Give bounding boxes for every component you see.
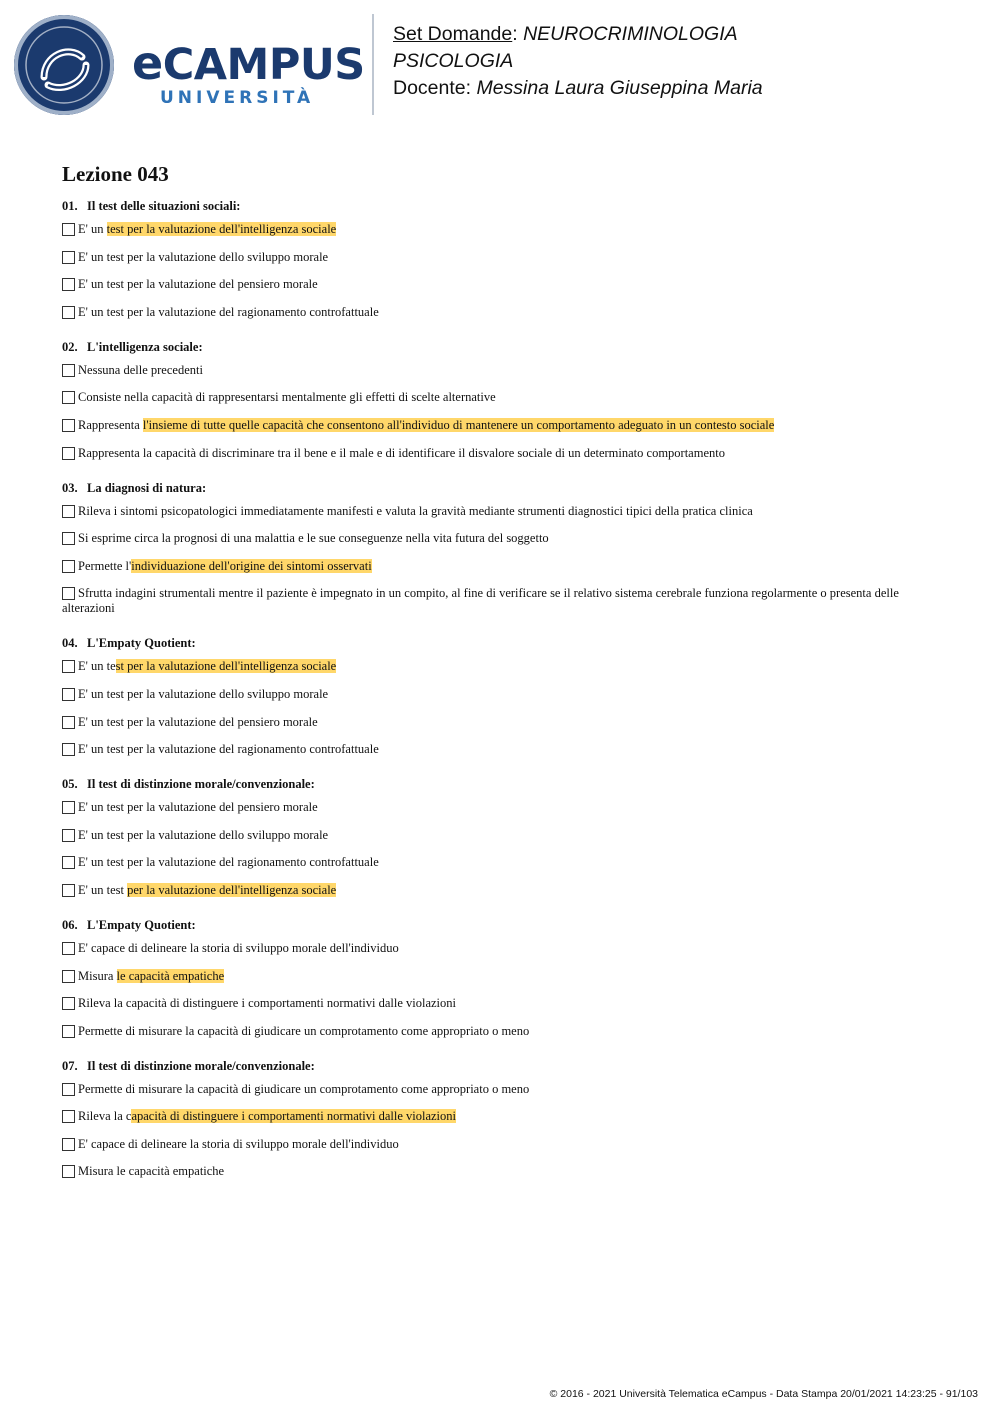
question-title xyxy=(62,1058,922,1074)
answer-text: Sfrutta indagini strumentali mentre il paziente è impegnato in un compito, al fine di verificare se il relativo sistema cerebrale funziona regolarmente o presenta delle alterazioni xyxy=(62,586,899,616)
answer-checkbox[interactable] xyxy=(62,660,75,673)
answer-checkbox[interactable] xyxy=(62,970,75,983)
page-header xyxy=(0,0,1000,130)
course-name-2: PSICOLOGIA xyxy=(393,50,514,72)
question-title xyxy=(62,198,922,214)
highlighted-answer: individuazione dell'origine dei sintomi osservati xyxy=(131,558,372,573)
answer-option xyxy=(62,586,922,616)
question xyxy=(62,480,922,617)
teacher-line xyxy=(393,75,763,102)
answer-checkbox[interactable] xyxy=(62,1165,75,1178)
answer-checkbox[interactable] xyxy=(62,1110,75,1123)
answer-checkbox[interactable] xyxy=(62,801,75,814)
answer-text: E' un test per la valutazione dello sviluppo morale xyxy=(78,686,329,701)
question-text: Il test delle situazioni sociali: xyxy=(87,199,241,213)
course-line-1 xyxy=(393,21,763,48)
ecampus-logo-wordmark xyxy=(132,36,365,90)
answer-checkbox[interactable] xyxy=(62,391,75,404)
answer-text: Rileva la capacità di distinguere i comportamenti normativi dalle violazioni xyxy=(78,996,457,1011)
question-number: 03. xyxy=(62,480,78,495)
answer-text: E' un test per la valutazione dello sviluppo morale xyxy=(78,827,329,842)
answer-checkbox[interactable] xyxy=(62,688,75,701)
answer-text: E' un test per la valutazione del pensiero morale xyxy=(78,277,318,292)
course-name-1: NEUROCRIMINOLOGIA xyxy=(523,23,738,45)
answer-text: Misura xyxy=(78,968,117,983)
answer-option xyxy=(62,828,922,843)
page-footer: © 2016 - 2021 Università Telematica eCampus - Data Stampa 20/01/2021 14:23:25 - 91/103 xyxy=(549,1388,978,1400)
answer-checkbox[interactable] xyxy=(62,942,75,955)
question-number: 06. xyxy=(62,917,78,932)
answer-text: E' un xyxy=(78,222,107,236)
answer-option xyxy=(62,504,922,519)
answer-option xyxy=(62,1082,922,1097)
header-divider xyxy=(372,14,374,115)
answer-text: E' un test per la valutazione del ragionamento controfattuale xyxy=(78,304,379,319)
highlighted-answer: apacità di distinguere i comportamenti normativi dalle violazioni xyxy=(131,1109,457,1124)
answer-checkbox[interactable] xyxy=(62,306,75,319)
questions-list xyxy=(62,198,922,1179)
answer-option xyxy=(62,446,922,461)
answer-text: E' un test per la valutazione dello sviluppo morale xyxy=(78,249,329,264)
answer-checkbox[interactable] xyxy=(62,884,75,897)
question-number: 01. xyxy=(62,199,78,213)
question xyxy=(62,1058,922,1180)
answer-text: Rappresenta la capacità di discriminare tra il bene e il male e di identificare il disvalore sociale di un determinato comportamento xyxy=(78,445,725,460)
question-number: 04. xyxy=(62,636,78,651)
question-title xyxy=(62,917,922,933)
answer-option xyxy=(62,941,922,956)
answer-option xyxy=(62,1164,922,1179)
answer-text: E' un te xyxy=(78,659,116,674)
highlighted-answer: st per la valutazione dell'intelligenza sociale xyxy=(115,659,337,674)
answer-checkbox[interactable] xyxy=(62,716,75,729)
ecampus-logo-emblem-icon xyxy=(14,15,114,115)
question-text: L'intelligenza sociale: xyxy=(87,339,203,354)
answer-text: E' un test xyxy=(78,882,128,897)
logo-e: e xyxy=(132,36,163,90)
logo-main: CAMPUS xyxy=(162,40,365,90)
answer-option xyxy=(62,305,922,320)
answer-option xyxy=(62,715,922,730)
answer-text: Permette l' xyxy=(78,558,132,573)
answer-text: Nessuna delle precedenti xyxy=(78,362,203,377)
teacher-label: Docente: xyxy=(393,77,477,99)
answer-checkbox[interactable] xyxy=(62,364,75,377)
question-title xyxy=(62,635,922,651)
answer-text: Rileva la c xyxy=(78,1109,132,1124)
question-set xyxy=(62,160,922,1198)
answer-option xyxy=(62,1109,922,1124)
answer-text: E' capace di delineare la storia di sviluppo morale dell'individuo xyxy=(78,940,399,955)
question-text: La diagnosi di natura: xyxy=(87,480,207,495)
answer-text: Consiste nella capacità di rappresentarsi mentalmente gli effetti di scelte alternative xyxy=(78,390,496,405)
course-line-2 xyxy=(393,48,763,75)
highlighted-answer: l'insieme di tutte quelle capacità che consentono all'individuo di mantenere un comportamento adeguato in un contesto sociale xyxy=(142,417,775,432)
answer-text: Si esprime circa la prognosi di una malattia e le sue conseguenze nella vita futura del soggetto xyxy=(78,531,549,546)
answer-text: E' un test per la valutazione del pensiero morale xyxy=(78,800,318,815)
answer-option xyxy=(62,996,922,1011)
set-separator: : xyxy=(512,23,524,45)
answer-option xyxy=(62,1137,922,1152)
answer-option xyxy=(62,800,922,815)
answer-checkbox[interactable] xyxy=(62,1025,75,1038)
highlighted-answer: test per la valutazione dell'intelligenza sociale xyxy=(106,222,337,236)
answer-text: Permette di misurare la capacità di giudicare un comprotamento come appropriato o meno xyxy=(78,1081,530,1096)
answer-option xyxy=(62,559,922,574)
answer-option xyxy=(62,1024,922,1039)
answer-option xyxy=(62,222,922,237)
answer-checkbox[interactable] xyxy=(62,743,75,756)
question-number: 02. xyxy=(62,339,78,354)
answer-checkbox[interactable] xyxy=(62,505,75,518)
highlighted-answer: per la valutazione dell'intelligenza sociale xyxy=(127,882,337,897)
question-text: L'Empaty Quotient: xyxy=(87,636,196,651)
answer-option xyxy=(62,883,922,898)
answer-checkbox[interactable] xyxy=(62,447,75,460)
answer-text: Permette di misurare la capacità di giudicare un comprotamento come appropriato o meno xyxy=(78,1023,530,1038)
answer-text: E' un test per la valutazione del ragionamento controfattuale xyxy=(78,855,379,870)
answer-option xyxy=(62,418,922,433)
answer-checkbox[interactable] xyxy=(62,997,75,1010)
question-title xyxy=(62,776,922,792)
answer-text: Rappresenta xyxy=(78,417,143,432)
answer-option xyxy=(62,277,922,292)
question-number: 05. xyxy=(62,777,78,792)
answer-checkbox[interactable] xyxy=(62,587,75,600)
answer-option xyxy=(62,531,922,546)
answer-text: E' capace di delineare la storia di sviluppo morale dell'individuo xyxy=(78,1136,399,1151)
course-info xyxy=(393,21,763,102)
answer-checkbox[interactable] xyxy=(62,560,75,573)
answer-text: Rileva i sintomi psicopatologici immediatamente manifesti e valuta la gravità mediante strumenti diagnostici tipici della pratica clinica xyxy=(78,503,753,518)
answer-option xyxy=(62,659,922,674)
question-title xyxy=(62,480,922,496)
answer-text: E' un test per la valutazione del ragionamento controfattuale xyxy=(78,742,379,757)
answer-checkbox[interactable] xyxy=(62,856,75,869)
answer-text: Misura le capacità empatiche xyxy=(78,1164,225,1179)
question xyxy=(62,339,922,461)
question xyxy=(62,198,922,320)
teacher-name: Messina Laura Giuseppina Maria xyxy=(476,77,763,99)
answer-checkbox[interactable] xyxy=(62,251,75,264)
question xyxy=(62,917,922,1039)
answer-checkbox[interactable] xyxy=(62,419,75,432)
highlighted-answer: le capacità empatiche xyxy=(116,968,225,983)
answer-text: E' un test per la valutazione del pensiero morale xyxy=(78,714,318,729)
question-text: Il test di distinzione morale/convenzionale: xyxy=(87,1058,315,1073)
answer-checkbox[interactable] xyxy=(62,1083,75,1096)
answer-checkbox[interactable] xyxy=(62,532,75,545)
logo-subtitle: UNIVERSITÀ xyxy=(160,88,315,108)
answer-option xyxy=(62,363,922,378)
question-text: Il test di distinzione morale/convenzionale: xyxy=(87,777,315,792)
answer-checkbox[interactable] xyxy=(62,1138,75,1151)
question-number: 07. xyxy=(62,1058,78,1073)
answer-checkbox[interactable] xyxy=(62,223,75,236)
answer-option xyxy=(62,855,922,870)
answer-option xyxy=(62,969,922,984)
answer-checkbox[interactable] xyxy=(62,829,75,842)
answer-option xyxy=(62,250,922,265)
answer-option xyxy=(62,390,922,405)
question xyxy=(62,635,922,757)
lesson-title: Lezione 043 xyxy=(62,162,169,186)
answer-option xyxy=(62,742,922,757)
answer-option xyxy=(62,687,922,702)
question-text: L'Empaty Quotient: xyxy=(87,917,196,932)
set-label: Set Domande xyxy=(393,23,513,45)
answer-checkbox[interactable] xyxy=(62,278,75,291)
question-title xyxy=(62,339,922,355)
question xyxy=(62,776,922,898)
